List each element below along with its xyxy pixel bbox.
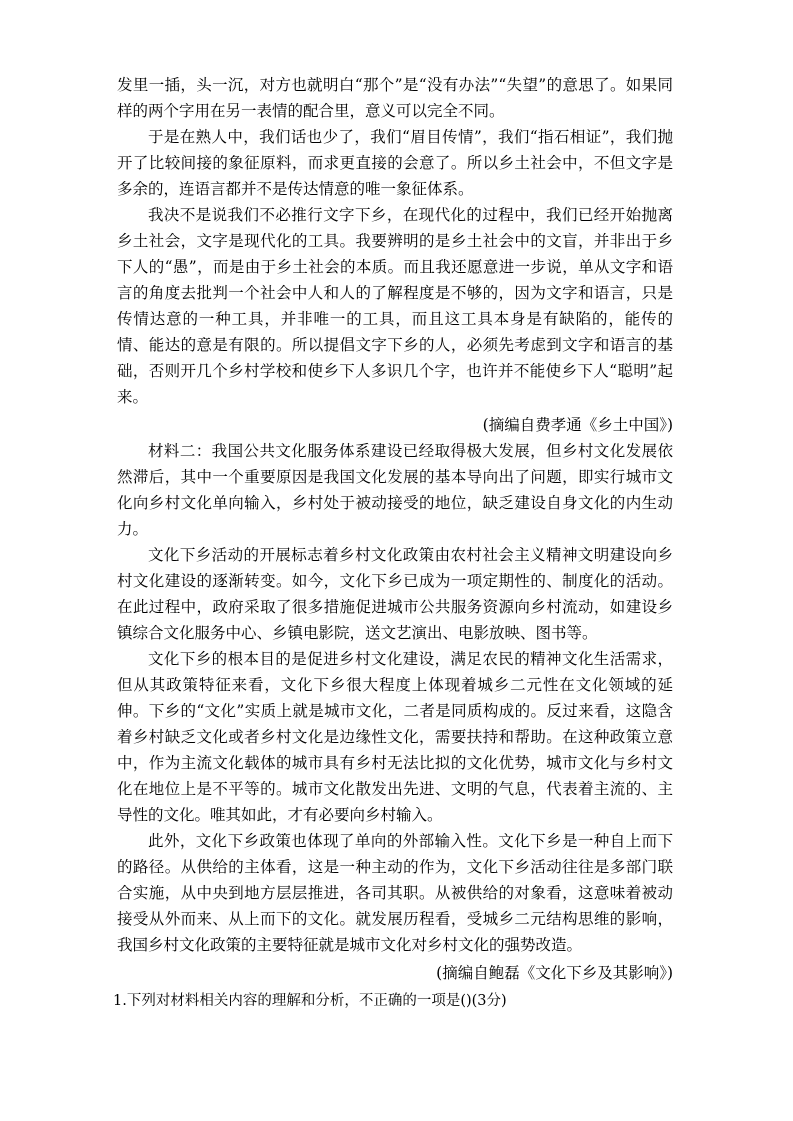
source-citation-1: (摘编自费孝通《乡土中国》) bbox=[482, 416, 673, 434]
paragraph-5: 文化下乡活动的开展标志着乡村文化政策由农村社会主义精神文明建设向乡村文化建设的逐渐转变。如今，文化下乡已成为一项定期性的、制度化的活动。在此过程中，政府采取了很多措施促进城市公共服务资源向乡村流动，如建设乡镇综合文化服务中心、乡镇电影院，送文艺演出、电影放映、图书等。 bbox=[117, 546, 673, 642]
source-citation-2: (摘编自鲍磊《文化下乡及其影响》) bbox=[436, 964, 673, 982]
document-page bbox=[113, 72, 673, 1014]
paragraph-1: 发里一插，头一沉，对方也就明白“那个”是“没有办法”“失望”的意思了。如果同样的两个字用在另一表情的配合里，意义可以完全不同。 bbox=[117, 76, 673, 120]
paragraph-6: 文化下乡的根本目的是促进乡村文化建设，满足农民的精神文化生活需求，但从其政策特征来看，文化下乡很大程度上体现着城乡二元性在文化领域的延伸。下乡的“文化”实质上就是城市文化，二者是同质构成的。反过来看，这隐含着乡村缺乏文化或者乡村文化是边缘性文化，需要扶持和帮助。在这种政策立意中，作为主流文化载体的城市具有乡村无法比拟的文化优势，城市文化与乡村文化在地位上是不平等的。城市文化散发出先进、文明的气息，代表着主流的、主导性的文化。唯其如此，才有必要向乡村输入。 bbox=[117, 650, 673, 824]
question-1: 1.下列对材料相关内容的理解和分析，不正确的一项是()(3分) bbox=[113, 993, 507, 1009]
paragraph-4: 材料二：我国公共文化服务体系建设已经取得极大发展，但乡村文化发展依然滞后，其中一个重要原因是我国文化发展的基本导向出了问题，即实行城市文化向乡村文化单向输入，乡村处于被动接受的地位，缺乏建设自身文化的内生动力。 bbox=[117, 442, 673, 538]
paragraph-2: 于是在熟人中，我们话也少了，我们“眉目传情”，我们“指石相证”，我们抛开了比较间接的象征原料，而求更直接的会意了。所以乡土社会中，不但文字是多余的，连语言都并不是传达情意的唯一象征体系。 bbox=[117, 128, 673, 198]
paragraph-7: 此外，文化下乡政策也体现了单向的外部输入性。文化下乡是一种自上而下的路径。从供给的主体看，这是一种主动的作为，文化下乡活动往往是多部门联合实施，从中央到地方层层推进，各司其职。从被供给的对象看，这意味着被动接受从外而来、从上而下的文化。就发展历程看，受城乡二元结构思维的影响，我国乡村文化政策的主要特征就是城市文化对乡村文化的强势改造。 bbox=[117, 832, 673, 954]
paragraph-3: 我决不是说我们不必推行文字下乡，在现代化的过程中，我们已经开始抛离乡土社会，文字是现代化的工具。我要辨明的是乡土社会中的文盲，并非出于乡下人的“愚”，而是由于乡土社会的本质。而且我还愿意进一步说，单从文字和语言的角度去批判一个社会中人和人的了解程度是不够的，因为文字和语言，只是传情达意的一种工具，并非唯一的工具，而且这工具本身是有缺陷的，能传的情、能达的意是有限的。所以提倡文字下乡的人，必须先考虑到文字和语言的基础，否则开几个乡村学校和使乡下人多识几个字，也许并不能使乡下人“聪明”起来。 bbox=[117, 206, 673, 406]
